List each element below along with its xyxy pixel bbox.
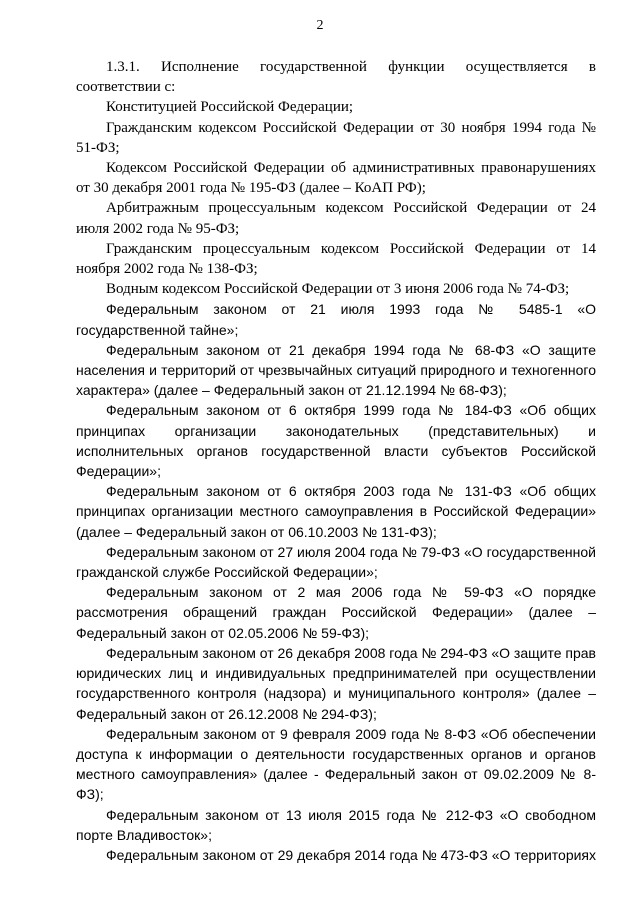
page-number: 2 [316, 18, 324, 33]
paragraph: Федеральным законом от 27 июля 2004 года № 79-ФЗ «О государственной гражданской службе Российской Федерации»; [76, 543, 596, 581]
paragraph: Федеральным законом от 9 февраля 2009 года № 8-ФЗ «Об обеспечении доступа к информации о деятельности государственных органов и органов местного самоуправления» (далее - Федеральный закон от 09.02.2009 № 8-ФЗ); [76, 725, 596, 803]
paragraph: Водным кодексом Российской Федерации от 3 июня 2006 года № 74-ФЗ; [106, 281, 570, 298]
paragraph: Федеральным законом от 13 июля 2015 года № 212-ФЗ «О свободном порте Владивосток»; [76, 806, 596, 843]
paragraph: Федеральным законом от 6 октября 2003 года № 131-ФЗ «Об общих принципах организации местного самоуправления в Российской Федерации» (далее – Федеральный закон от 06.10.2003 № 131-ФЗ); [76, 483, 596, 540]
paragraph: Арбитражным процессуальным кодексом Российской Федерации от 24 июля 2002 года № 95-ФЗ; [76, 200, 596, 237]
paragraph: Кодексом Российской Федерации об административных правонарушениях от 30 декабря 2001 года № 195-ФЗ (далее – КоАП РФ); [76, 160, 596, 197]
paragraph: Гражданским кодексом Российской Федерации от 30 ноября 1994 года № 51-ФЗ; [76, 119, 596, 156]
document-body [76, 57, 596, 865]
paragraph: Федеральным законом от 29 декабря 2014 года № 473-ФЗ «О территориях [106, 846, 596, 863]
paragraph: 1.3.1. Исполнение государственной функции осуществляется в соответствии с: [76, 59, 596, 96]
paragraph: Гражданским процессуальным кодексом Российской Федерации от 14 ноября 2002 года № 138-ФЗ; [76, 240, 596, 278]
paragraph: Федеральным законом от 26 декабря 2008 года № 294-ФЗ «О защите прав юридических лиц и индивидуальных предпринимателей при осуществлении государственного контроля (надзора) и муниципального контроля» (далее – Федеральный закон от 26.12.2008 № 294-ФЗ); [76, 644, 596, 722]
paragraph: Конституцией Российской Федерации; [106, 99, 354, 116]
paragraph: Федеральным законом от 21 июля 1993 года № 5485-1 «О государственной тайне»; [76, 301, 596, 338]
paragraph: Федеральным законом от 2 мая 2006 года № 59-ФЗ «О порядке рассмотрения обращений граждан Российской Федерации» (далее – Федеральный закон от 02.05.2006 № 59-ФЗ); [76, 584, 596, 641]
paragraph: Федеральным законом от 21 декабря 1994 года № 68-ФЗ «О защите населения и территорий от чрезвычайных ситуаций природного и техногенного характера» (далее – Федеральный закон от 21.12.1994 № 68-ФЗ); [76, 341, 596, 399]
paragraph: Федеральным законом от 6 октября 1999 года № 184-ФЗ «Об общих принципах организации законодательных (представительных) и исполнительных органов государственной власти субъектов Российской Федерации»; [76, 402, 596, 480]
